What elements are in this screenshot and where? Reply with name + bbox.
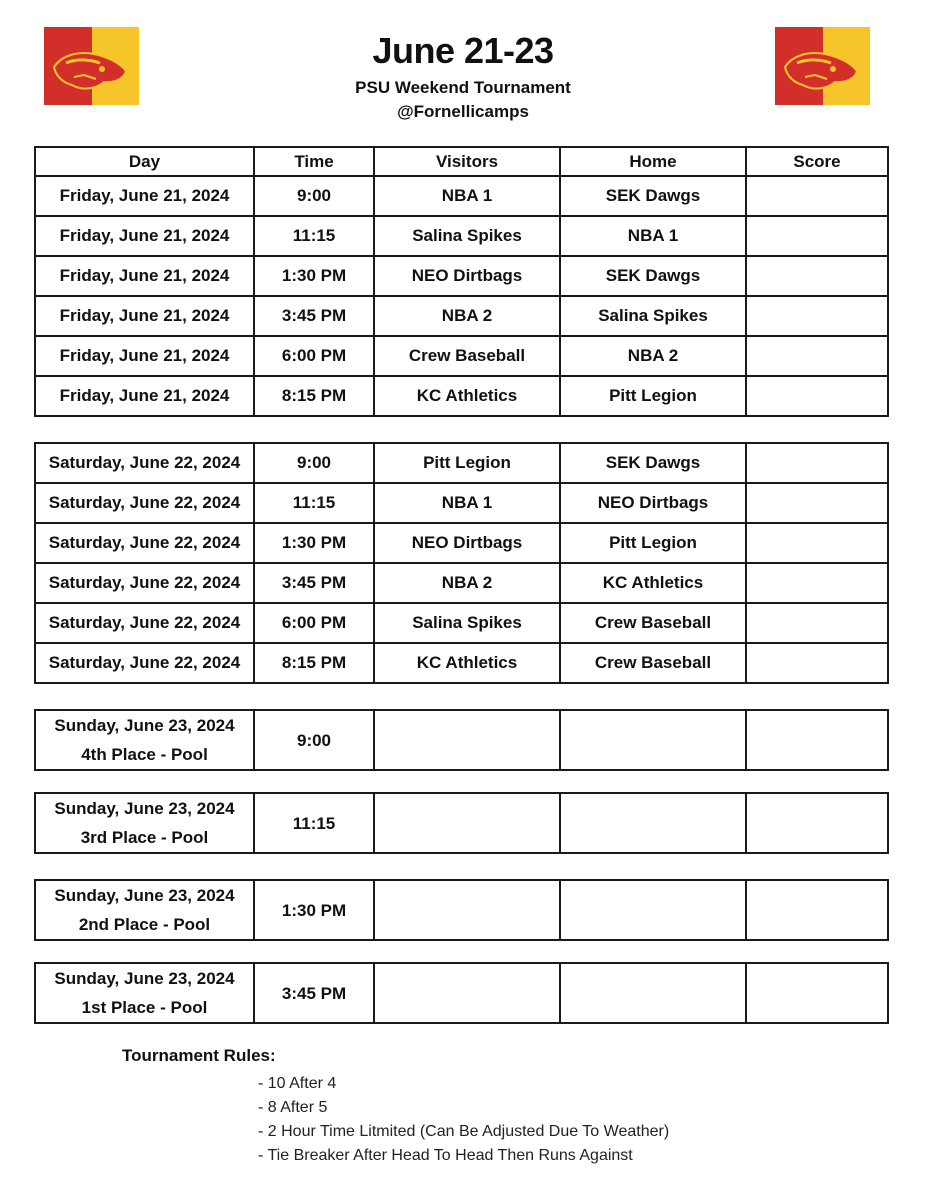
visitors-cell: NBA 1 [374,176,560,216]
visitors-cell: NBA 1 [374,483,560,523]
place-text: 1st Place - Pool [81,998,208,1017]
home-cell: SEK Dawgs [560,443,746,483]
social-handle: @Fornellicamps [397,102,529,121]
table-row [35,963,888,1023]
day-cell: Saturday, June 22, 2024 [35,603,254,643]
day-text: Sunday, June 23, 2024 [54,969,235,988]
place-text: 4th Place - Pool [81,745,208,764]
day-cell: Saturday, June 22, 2024 [35,563,254,603]
place-text: 3rd Place - Pool [80,828,209,847]
score-cell [746,603,888,643]
score-cell [746,336,888,376]
home-cell: Crew Baseball [560,643,746,683]
visitors-cell: Pitt Legion [374,443,560,483]
visitors-cell: Salina Spikes [374,603,560,643]
rule-item: - 10 After 4 [258,1075,337,1092]
day-cell: Friday, June 21, 2024 [35,256,254,296]
score-cell [746,256,888,296]
time-cell: 11:15 [254,793,374,853]
time-cell: 9:00 [254,176,374,216]
score-cell [746,563,888,603]
home-cell: Pitt Legion [560,523,746,563]
time-cell: 3:45 PM [254,563,374,603]
rule-item: - 2 Hour Time Litmited (Can Be Adjusted Due To Weather) [258,1123,670,1140]
header-score: Score [746,147,888,176]
score-cell [746,296,888,336]
table-row [35,603,888,643]
table-row [35,443,888,483]
score-cell [746,216,888,256]
day-cell: Saturday, June 22, 2024 [35,443,254,483]
home-cell [560,710,746,770]
home-cell [560,793,746,853]
score-cell [746,963,888,1023]
day-cell: Friday, June 21, 2024 [35,376,254,416]
time-cell: 6:00 PM [254,603,374,643]
visitors-cell: Crew Baseball [374,336,560,376]
tournament-rules [122,1046,669,1168]
rules-title: Tournament Rules: [122,1046,276,1065]
home-cell: KC Athletics [560,563,746,603]
day-cell [35,963,254,1023]
time-cell: 3:45 PM [254,963,374,1023]
table-row [35,483,888,523]
score-cell [746,710,888,770]
visitors-cell [374,793,560,853]
day-text: Sunday, June 23, 2024 [54,716,235,735]
score-cell [746,793,888,853]
table-row [35,563,888,603]
visitors-cell: Salina Spikes [374,216,560,256]
home-cell: Crew Baseball [560,603,746,643]
day-cell [35,710,254,770]
score-cell [746,643,888,683]
home-cell: NEO Dirtbags [560,483,746,523]
page-subtitle: PSU Weekend Tournament [355,78,571,97]
table-row [35,643,888,683]
table-row [35,336,888,376]
time-cell: 9:00 [254,443,374,483]
rule-item: - 8 After 5 [258,1099,328,1116]
home-cell: Pitt Legion [560,376,746,416]
table-row [35,793,888,853]
time-cell: 6:00 PM [254,336,374,376]
visitors-cell [374,710,560,770]
table-header-row [35,147,888,176]
table-row [35,216,888,256]
table-row [35,880,888,940]
score-cell [746,523,888,563]
day-cell: Friday, June 21, 2024 [35,176,254,216]
header-time: Time [254,147,374,176]
time-cell: 11:15 [254,483,374,523]
home-cell: SEK Dawgs [560,256,746,296]
table-row [35,523,888,563]
rule-item: - Tie Breaker After Head To Head Then Runs Against [258,1147,633,1164]
score-cell [746,376,888,416]
table-row [35,176,888,216]
home-cell: NBA 1 [560,216,746,256]
day-cell [35,793,254,853]
day-cell: Saturday, June 22, 2024 [35,523,254,563]
visitors-cell [374,963,560,1023]
day-cell: Saturday, June 22, 2024 [35,483,254,523]
table-row [35,710,888,770]
visitors-cell: KC Athletics [374,643,560,683]
time-cell: 1:30 PM [254,880,374,940]
place-text: 2nd Place - Pool [78,915,211,934]
day-text: Sunday, June 23, 2024 [54,799,235,818]
table-row [35,376,888,416]
home-cell: SEK Dawgs [560,176,746,216]
header-home: Home [560,147,746,176]
friday-schedule-table [34,146,889,417]
visitors-cell: KC Athletics [374,376,560,416]
saturday-schedule-table [34,442,889,684]
home-cell [560,880,746,940]
sunday-game-4-table [34,962,889,1024]
visitors-cell [374,880,560,940]
time-cell: 3:45 PM [254,296,374,336]
visitors-cell: NEO Dirtbags [374,256,560,296]
sunday-game-3-table [34,879,889,941]
visitors-cell: NBA 2 [374,563,560,603]
time-cell: 9:00 [254,710,374,770]
home-cell: Salina Spikes [560,296,746,336]
home-cell [560,963,746,1023]
day-text: Sunday, June 23, 2024 [54,886,235,905]
score-cell [746,483,888,523]
time-cell: 8:15 PM [254,643,374,683]
score-cell [746,443,888,483]
score-cell [746,880,888,940]
day-cell [35,880,254,940]
sunday-game-1-table [34,709,889,771]
day-cell: Friday, June 21, 2024 [35,216,254,256]
day-cell: Friday, June 21, 2024 [35,336,254,376]
sunday-game-2-table [34,792,889,854]
score-cell [746,176,888,216]
header-day: Day [35,147,254,176]
visitors-cell: NEO Dirtbags [374,523,560,563]
home-cell: NBA 2 [560,336,746,376]
day-cell: Friday, June 21, 2024 [35,296,254,336]
visitors-cell: NBA 2 [374,296,560,336]
rules-list [122,1072,669,1168]
time-cell: 8:15 PM [254,376,374,416]
time-cell: 1:30 PM [254,256,374,296]
day-cell: Saturday, June 22, 2024 [35,643,254,683]
page-title: June 21-23 [372,30,554,71]
time-cell: 1:30 PM [254,523,374,563]
time-cell: 11:15 [254,216,374,256]
header-visitors: Visitors [374,147,560,176]
table-row [35,256,888,296]
table-row [35,296,888,336]
